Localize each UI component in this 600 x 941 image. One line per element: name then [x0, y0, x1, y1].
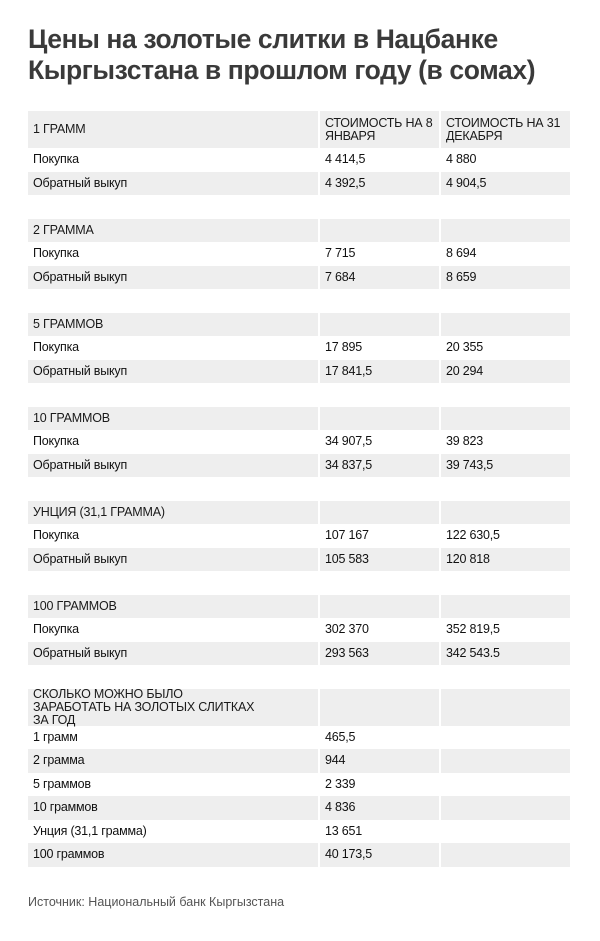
- value-dec31: 4 904,5: [441, 172, 570, 196]
- value-jan8: 107 167: [325, 528, 369, 543]
- section-header: УНЦИЯ (31,1 ГРАММА): [28, 501, 318, 525]
- row-label: Обратный выкуп: [28, 454, 318, 478]
- profit-label: 10 граммов: [28, 796, 318, 820]
- row-label: Покупка: [33, 528, 79, 543]
- value-dec31: 4 880: [446, 152, 477, 167]
- profit-row: [28, 749, 570, 773]
- row-label: Обратный выкуп: [28, 548, 318, 572]
- profit-value: 465,5: [325, 729, 356, 744]
- section-spacer: [28, 571, 570, 595]
- section-header-row: [28, 219, 570, 243]
- value-jan8: 34 837,5: [320, 454, 439, 478]
- value-jan8: 17 841,5: [320, 360, 439, 384]
- table-row: [28, 454, 570, 478]
- section-header: 100 ГРАММОВ: [28, 595, 318, 619]
- table-row: [28, 242, 570, 266]
- profit-label: 1 грамм: [33, 729, 78, 744]
- row-label: Обратный выкуп: [28, 360, 318, 384]
- value-jan8: 105 583: [320, 548, 439, 572]
- empty-cell: [320, 595, 439, 619]
- value-dec31: 122 630,5: [446, 528, 500, 543]
- table-row: [28, 360, 570, 384]
- value-dec31: 8 659: [441, 266, 570, 290]
- row-label: Обратный выкуп: [28, 642, 318, 666]
- profit-label: 100 граммов: [28, 843, 318, 867]
- empty-cell: [441, 749, 570, 773]
- row-label: Обратный выкуп: [28, 266, 318, 290]
- section-header-row: [28, 407, 570, 431]
- profit-label: Унция (31,1 грамма): [33, 823, 147, 838]
- empty-cell: [441, 689, 570, 726]
- empty-cell: [441, 595, 570, 619]
- value-dec31: 120 818: [441, 548, 570, 572]
- row-label: Обратный выкуп: [28, 172, 318, 196]
- row-label: Покупка: [33, 152, 79, 167]
- section-spacer: [28, 665, 570, 689]
- section-header: 10 ГРАММОВ: [28, 407, 318, 431]
- empty-cell: [441, 501, 570, 525]
- profit-value: 944: [320, 749, 439, 773]
- section-header: 5 ГРАММОВ: [28, 313, 318, 337]
- table-row: [28, 336, 570, 360]
- value-dec31: 20 355: [446, 340, 484, 355]
- table-row: [28, 548, 570, 572]
- empty-cell: [441, 407, 570, 431]
- table-row: [28, 642, 570, 666]
- profit-row: [28, 773, 570, 797]
- profit-label: 5 граммов: [33, 776, 91, 791]
- profit-row: [28, 726, 570, 750]
- section-header: 2 ГРАММА: [28, 219, 318, 243]
- page-title: Цены на золотые слитки в Нацбанке Кыргызстана в прошлом году (в сомах): [28, 24, 536, 85]
- empty-cell: [441, 843, 570, 867]
- row-label: Покупка: [33, 340, 79, 355]
- table-row: [28, 430, 570, 454]
- value-dec31: 20 294: [441, 360, 570, 384]
- table-row: [28, 172, 570, 196]
- empty-cell: [320, 313, 439, 337]
- row-label: Покупка: [33, 622, 79, 637]
- row-label: Покупка: [33, 246, 79, 261]
- value-jan8: 293 563: [320, 642, 439, 666]
- profit-value: 2 339: [325, 776, 356, 791]
- section-spacer: [28, 477, 570, 501]
- profit-value: 4 836: [320, 796, 439, 820]
- value-dec31: 352 819,5: [446, 622, 500, 637]
- empty-cell: [320, 219, 439, 243]
- value-jan8: 7 715: [325, 246, 356, 261]
- table-row: [28, 524, 570, 548]
- section-spacer: [28, 383, 570, 407]
- empty-cell: [441, 219, 570, 243]
- profit-row: [28, 796, 570, 820]
- value-dec31: 39 743,5: [441, 454, 570, 478]
- empty-cell: [320, 501, 439, 525]
- profit-row: [28, 843, 570, 867]
- section-header-row: [28, 501, 570, 525]
- source-note: Источник: Национальный банк Кыргызстана: [28, 895, 285, 909]
- profit-label: 2 грамма: [28, 749, 318, 773]
- empty-cell: [441, 773, 570, 797]
- value-jan8: 4 414,5: [325, 152, 366, 167]
- gold-prices-table: [28, 111, 570, 867]
- empty-cell: [441, 313, 570, 337]
- column-header-jan8: СТОИМОСТЬ НА 8 ЯНВАРЯ: [320, 111, 439, 148]
- value-dec31: 39 823: [446, 434, 484, 449]
- table-row: [28, 148, 570, 172]
- profit-header-row: [28, 686, 570, 727]
- row-label: Покупка: [33, 434, 79, 449]
- section-spacer: [28, 195, 570, 219]
- profit-row: [28, 820, 570, 844]
- section-header-row: [28, 595, 570, 619]
- column-header-dec31: СТОИМОСТЬ НА 31 ДЕКАБРЯ: [441, 111, 570, 148]
- value-jan8: 302 370: [325, 622, 369, 637]
- section-spacer: [28, 289, 570, 313]
- profit-value: 40 173,5: [320, 843, 439, 867]
- value-dec31: 8 694: [446, 246, 477, 261]
- empty-cell: [441, 796, 570, 820]
- empty-cell: [320, 407, 439, 431]
- profit-header: СКОЛЬКО МОЖНО БЫЛО ЗАРАБОТАТЬ НА ЗОЛОТЫХ СЛИТКАХ ЗА ГОД: [28, 689, 318, 726]
- table-row: [28, 618, 570, 642]
- empty-cell: [441, 820, 570, 844]
- empty-cell: [441, 726, 570, 750]
- value-jan8: 17 895: [325, 340, 363, 355]
- table-row: [28, 266, 570, 290]
- section-header-row: [28, 313, 570, 337]
- value-jan8: 7 684: [320, 266, 439, 290]
- profit-value: 13 651: [325, 823, 363, 838]
- section-header-row: [28, 111, 570, 148]
- value-jan8: 34 907,5: [325, 434, 373, 449]
- value-dec31: 342 543.5: [441, 642, 570, 666]
- value-jan8: 4 392,5: [320, 172, 439, 196]
- empty-cell: [320, 689, 439, 726]
- section-header: 1 ГРАММ: [28, 111, 318, 148]
